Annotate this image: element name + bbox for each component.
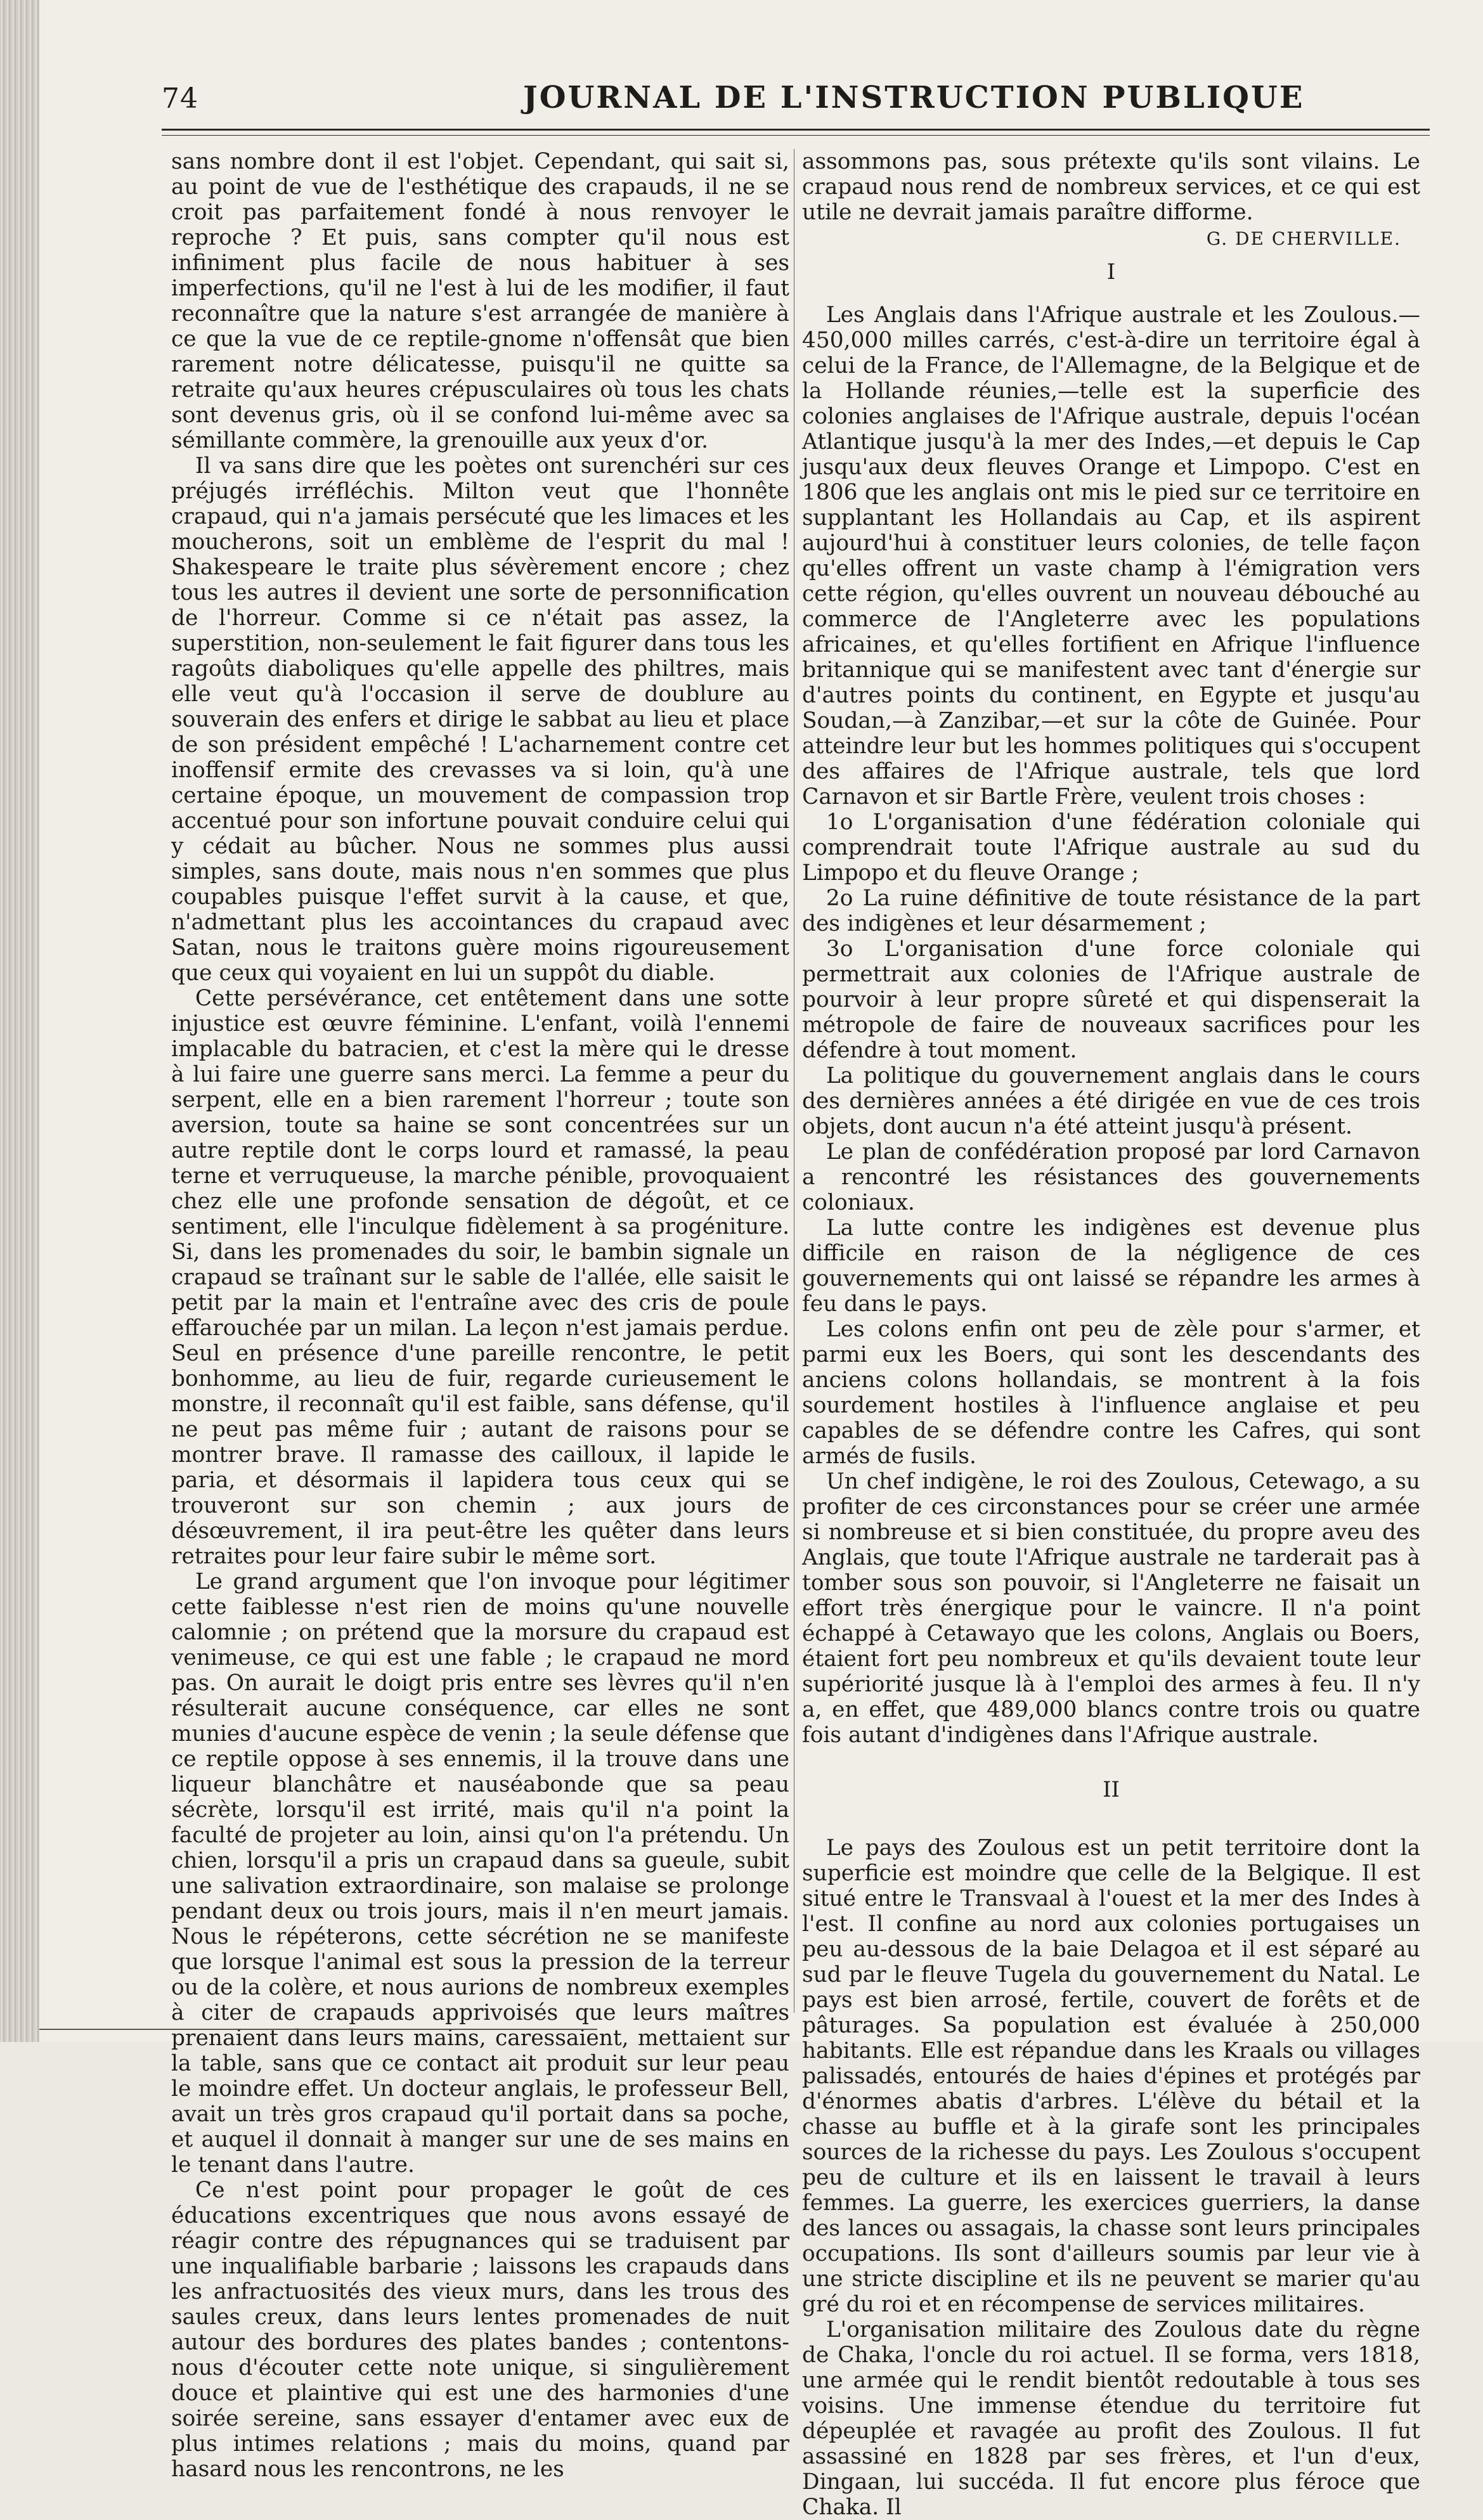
bottom-rule	[39, 2029, 597, 2030]
list-item: 3o L'organisation d'une force coloniale qui permettrait aux colonies de l'Afrique australe de pourvoir à leur propre sûreté et qui dispenserait la métropole de faire de nouveaux sacrifices pour les défendre à tout moment.	[802, 936, 1420, 1063]
header-rule-thick	[162, 129, 1430, 131]
article-paragraph: Le grand argument que l'on invoque pour légitimer cette faiblesse n'est rien de moins qu'une nouvelle calomnie ; on prétend que la morsure du crapaud est venimeuse, ce qui est une fable ; le crapaud ne mord pas. On aurait le doigt pris entre ses lèvres qu'il n'en résulterait aucune conséquence, car elles ne sont munies d'aucune espèce de venin ; la seule défense que ce reptile oppose à ses ennemis, il la trouve dans une liqueur blanchâtre et nauséabonde que sa peau sécrète, lorsqu'il est irrité, mais qu'il n'a point la faculté de projeter au loin, ainsi qu'on l'a prétendu. Un chien, lorsqu'il a pris un crapaud dans sa gueule, subit une salivation extraordinaire, son malaise se prolonge pendant deux ou trois jours, mais il n'en meurt jamais. Nous le répéterons, cette sécrétion ne se manifeste que lorsque l'animal est sous la pression de la terreur ou de la colère, et nous aurions de nombreux exemples à citer de crapauds apprivoisés que leurs maîtres prenaient dans leurs mains, caressaient, mettaient sur la table, sans que ce contact ait produit sur leur peau le moindre effet. Un docteur anglais, le professeur Bell, avait un très gros crapaud qu'il portait dans sa poche, et auquel il donnait à manger sur une de ses mains en le tenant dans l'autre.	[171, 1569, 789, 2178]
article-paragraph: Les Anglais dans l'Afrique australe et les Zoulous.—450,000 milles carrés, c'est-à-dire un territoire égal à celui de la France, de l'Allemagne, de la Belgique et de la Hollande réunies,—telle est la superficie des colonies anglaises de l'Afrique australe, depuis l'océan Atlantique jusqu'à la mer des Indes,—et depuis le Cap jusqu'aux deux fleuves Orange et Limpopo. C'est en 1806 que les anglais ont mis le pied sur ce territoire en supplantant les Hollandais au Cap, et ils aspirent aujourd'hui à constituer leurs colonies, de telle façon qu'elles offrent un vaste champ à l'émigration vers cette région, qu'elles ouvrent un nouveau débouché au commerce de l'Angleterre avec les populations africaines, et qu'elles fortifient en Afrique l'influence britannique qui se manifestent avec tant d'énergie sur d'autres points du continent, en Egypte et jusqu'au Soudan,—à Zanzibar,—et sur la côte de Guinée. Pour atteindre leur but les hommes politiques qui s'occupent des affaires de l'Afrique australe, tels que lord Carnavon et sir Bartle Frère, veulent trois choses :	[802, 302, 1420, 810]
article-paragraph: sans nombre dont il est l'objet. Cependant, qui sait si, au point de vue de l'esthétique des crapauds, il ne se croit pas parfaitement fondé à nous renvoyer le reproche ? Et puis, sans compter qu'il nous est infiniment plus facile de nous habituer à ses imperfections, qu'il ne l'est à lui de les modifier, il faut reconnaître que la nature s'est arrangée de manière à ce que la vue de ce reptile-gnome n'offensât que bien rarement notre délicatesse, puisqu'il ne quitte sa retraite qu'aux heures crépusculaires où tous les chats sont devenus gris, où il se confond lui-même avec sa sémillante commère, la grenouille aux yeux d'or.	[171, 149, 789, 453]
list-item: 2o La ruine définitive de toute résistance de la part des indigènes et leur désarmement ;	[802, 886, 1420, 936]
section-numeral-two: II	[1103, 1777, 1120, 1802]
section-numeral-one: I	[1106, 259, 1116, 285]
article-paragraph: Un chef indigène, le roi des Zoulous, Cetewago, a su profiter de ces circonstances pour se créer une armée si nombreuse et si bien constituée, du propre aveu des Anglais, que toute l'Afrique australe ne tarderait pas à tomber sous son pouvoir, si l'Angleterre ne faisait un effort très énergique pour le vaincre. Il n'a point échappé à Cetawayo que les colons, Anglais ou Boers, étaient fort peu nombreux et qu'ils devaient toute leur supériorité jusque là à l'emploi des armes à feu. Il n'y a, en effet, que 489,000 blancs contre trois ou quatre fois autant d'indigènes dans l'Afrique australe.	[802, 1469, 1420, 1748]
article-paragraph: Le pays des Zoulous est un petit territoire dont la superficie est moindre que celle de la Belgique. Il est situé entre le Transvaal à l'ouest et la mer des Indes à l'est. Il confine au nord aux colonies portugaises un peu au-dessous de la baie Delagoa et il est séparé au sud par le fleuve Tugela du gouvernement du Natal. Le pays est bien arrosé, fertile, couvert de forêts et de pâturages. Sa population est évaluée à 250,000 habitants. Elle est répandue dans les Kraals ou villages palissadés, entourés de haies d'épines et protégés par d'énormes abatis d'arbres. L'élève du bétail et la chasse au buffle et à la girafe sont les principales sources de la richesse du pays. Les Zoulous s'occupent peu de culture et ils en laissent le travail à leurs femmes. La guerre, les exercices guerriers, la danse des lances ou assagais, la chasse sont leurs principales occupations. Ils sont d'ailleurs soumis par leur vie à une stricte discipline et ils ne peuvent se marier qu'au gré du roi et en récompense de services militaires.	[802, 1835, 1420, 2317]
article-paragraph: Le plan de confédération proposé par lord Carnavon a rencontré les résistances des gouvernements coloniaux.	[802, 1139, 1420, 1215]
article-paragraph: Il va sans dire que les poètes ont surenchéri sur ces préjugés irréfléchis. Milton veut que l'honnête crapaud, qui n'a jamais persécuté que les limaces et les moucherons, soit un emblème de l'esprit du mal ! Shakespeare le traite plus sévèrement encore ; chez tous les autres il devient une sorte de personnification de l'horreur. Comme si ce n'était pas assez, la superstition, non-seulement le fait figurer dans tous les ragoûts diaboliques qu'elle appelle des philtres, mais elle veut qu'à l'occasion il serve de doublure au souverain des enfers et dirige le sabbat au lieu et place de son président empêché ! L'acharnement contre cet inoffensif ermite des crevasses va si loin, qu'à une certaine époque, un mouvement de compassion trop accentué pour son infortune pouvait conduire celui qui y cédait au bûcher. Nous ne sommes plus aussi simples, sans doute, mais nous n'en sommes que plus coupables puisque l'effet survit à la cause, et que, n'admettant plus les accointances du crapaud avec Satan, nous le traitons guère moins rigoureusement que ceux qui voyaient en lui un suppôt du diable.	[171, 453, 789, 986]
page-header	[162, 71, 1430, 122]
header-rule-thin	[162, 135, 1430, 136]
article-paragraph: Les colons enfin ont peu de zèle pour s'armer, et parmi eux les Boers, qui sont les descendants des anciens colons hollandais, se montrent à la fois sourdement hostiles à l'influence anglaise et peu capables de se défendre contre les Cafres, qui sont armés de fusils.	[802, 1317, 1420, 1469]
running-title: JOURNAL DE L'INSTRUCTION PUBLIQUE	[523, 80, 1305, 115]
article-paragraph: Ce n'est point pour propager le goût de ces éducations excentriques que nous avons essayé de réagir contre des répugnances qui se traduisent par une inqualifiable barbarie ; laissons les crapauds dans les anfractuosités des vieux murs, dans les trous des saules creux, dans leurs lentes promenades de nuit autour des bordures des plates bandes ; contentons-nous d'écouter cette note unique, si singulièrement douce et plaintive qui est une des harmonies d'une soirée sereine, sans essayer d'entamer avec eux de plus intimes relations ; mais du moins, quand par hasard nous les rencontrons, ne les	[171, 2178, 789, 2482]
article-paragraph: La lutte contre les indigènes est devenue plus difficile en raison de la négligence de ces gouvernements qui ont laissé se répandre les armes à feu dans le pays.	[802, 1215, 1420, 1317]
page-binding-edge	[0, 0, 39, 2042]
right-column	[802, 149, 1420, 2520]
list-item: 1o L'organisation d'une fédération coloniale qui comprendrait toute l'Afrique australe au sud du Limpopo et du fleuve Orange ;	[802, 810, 1420, 886]
author-signature: G. DE CHERVILLE.	[1206, 228, 1401, 249]
left-column	[171, 149, 789, 2482]
article-paragraph: Cette persévérance, cet entêtement dans une sotte injustice est œuvre féminine. L'enfant, voilà l'ennemi implacable du batracien, et c'est la mère qui le dresse à lui faire une guerre sans merci. La femme a peur du serpent, elle en a bien rarement l'horreur ; toute son aversion, toute sa haine se sont concentrées sur un autre reptile dont le corps lourd et ramassé, la peau terne et verruqueuse, la marche pénible, provoquaient chez elle une profonde sensation de dégoût, et ce sentiment, elle l'inculque fidèlement à sa progéniture. Si, dans les promenades du soir, le bambin signale un crapaud se traînant sur le sable de l'allée, elle saisit le petit par la main et l'entraîne avec des cris de poule effarouchée par un milan. La leçon n'est jamais perdue. Seul en présence d'une pareille rencontre, le petit bonhomme, au lieu de fuir, regarde curieusement le monstre, il reconnaît qu'il est faible, sans défense, qu'il ne peut pas même fuir ; autant de raisons pour se montrer brave. Il ramasse des cailloux, il lapide le paria, et désormais il lapidera tous ceux qui se trouveront sur son chemin ; aux jours de désœuvrement, il ira peut-être les quêter dans leurs retraites pour leur faire subir le même sort.	[171, 986, 789, 1569]
article-continuation: assommons pas, sous prétexte qu'ils sont vilains. Le crapaud nous rend de nombreux services, et ce qui est utile ne devrait jamais paraître difforme.	[802, 149, 1420, 225]
article-paragraph: La politique du gouvernement anglais dans le cours des dernières années a été dirigée en vue de ces trois objets, dont aucun n'a été atteint jusqu'à présent.	[802, 1063, 1420, 1139]
page-number: 74	[162, 82, 198, 115]
article-paragraph: L'organisation militaire des Zoulous date du règne de Chaka, l'oncle du roi actuel. Il se forma, vers 1818, une armée qui le rendit bientôt redoutable à tous ses voisins. Une immense étendue du territoire fut dépeuplée et ravagée au profit des Zoulous. Il fut assassiné en 1828 par ses frères, et l'un d'eux, Dingaan, lui succéda. Il fut encore plus féroce que Chaka. Il	[802, 2317, 1420, 2520]
